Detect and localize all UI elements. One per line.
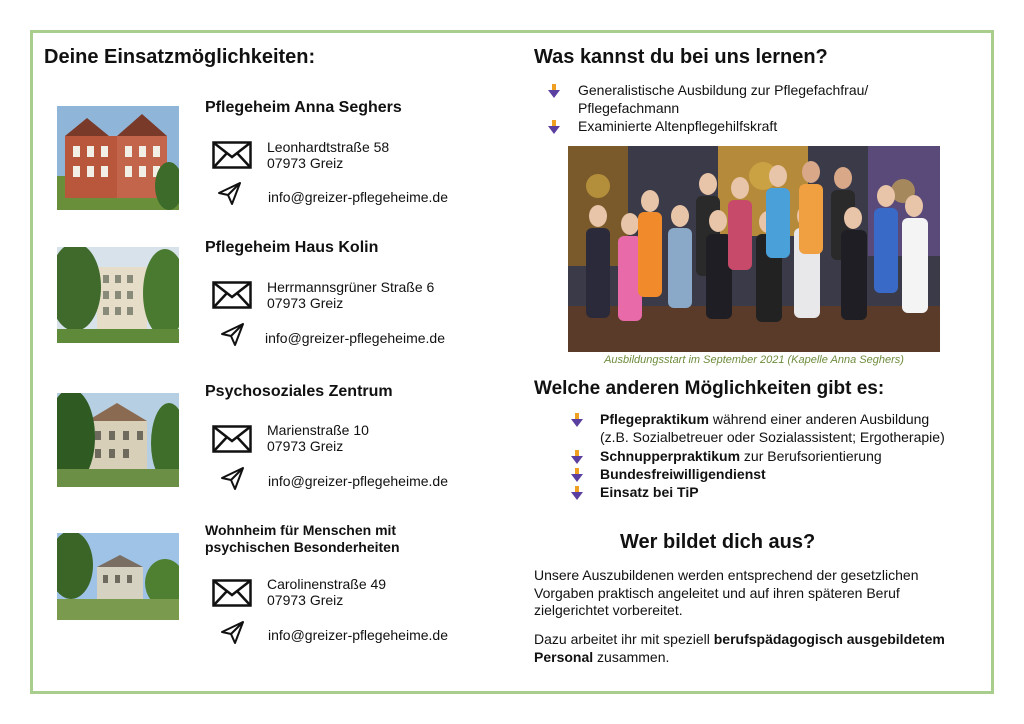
staff-paragraph — [534, 631, 974, 666]
arrow-bullet-icon — [571, 486, 583, 500]
envelope-icon — [212, 425, 252, 453]
venue-photo-psychosoziales-zentrum — [57, 393, 179, 487]
option-item — [600, 465, 766, 483]
option-bold: Pflegepraktikum — [600, 411, 709, 427]
learn-heading: Was kannst du bei uns lernen? — [534, 46, 828, 68]
send-icon — [216, 180, 242, 206]
address-city: 07973 Greiz — [267, 155, 344, 171]
venue-title — [205, 522, 400, 556]
option-item — [600, 410, 945, 446]
send-icon — [219, 619, 245, 645]
envelope-icon — [212, 141, 252, 169]
option-item — [600, 447, 882, 465]
option-line2: (z.B. Sozialbetreuer oder Sozialassistent; Ergotherapie) — [600, 429, 945, 445]
arrow-bullet-icon — [548, 120, 560, 134]
envelope-icon — [212, 281, 252, 309]
option-bold: Schnupperpraktikum — [600, 448, 741, 464]
group-photo — [568, 146, 940, 352]
venue-title: Pflegeheim Anna Seghers — [205, 99, 402, 116]
address-city: 07973 Greiz — [267, 438, 344, 454]
address-street: Carolinenstraße 49 — [267, 576, 387, 592]
arrow-bullet-icon — [571, 468, 583, 482]
arrow-bullet-icon — [571, 413, 583, 427]
venue-title: Pflegeheim Haus Kolin — [205, 239, 379, 256]
paragraph-text: zusammen. — [593, 648, 670, 665]
arrow-bullet-icon — [571, 450, 583, 464]
trainer-paragraph — [534, 567, 974, 620]
venue-photo-wohnheim — [57, 533, 179, 620]
paragraph-line: Vorgaben praktisch angeleitet und auf ihren späteren Beruf — [534, 584, 900, 601]
venue-email[interactable]: info@greizer-pflegeheime.de — [265, 330, 445, 346]
option-bold: Bundesfreiwilligendienst — [600, 466, 766, 482]
trainer-heading: Wer bildet dich aus? — [620, 531, 816, 553]
option-rest: während einer anderen Ausbildung — [708, 411, 930, 427]
venue-photo-anna-seghers — [57, 106, 179, 210]
venue-address — [267, 422, 369, 454]
venue-address — [267, 576, 386, 608]
paragraph-bold: berufspädagogisch ausgebildetem — [713, 631, 945, 647]
photo-caption: Ausbildungsstart im September 2021 (Kapelle Anna Seghers) — [604, 354, 904, 366]
paragraph-line: zielgerichtet vorbereitet. — [534, 602, 683, 618]
venue-title-line1: Wohnheim für Menschen mit — [205, 522, 397, 538]
learn-item: Examinierte Altenpflegehilfskraft — [578, 118, 778, 134]
venue-address — [267, 139, 389, 171]
learn-item — [578, 81, 868, 117]
arrow-bullet-icon — [548, 84, 560, 98]
option-bold: Einsatz bei TiP — [600, 484, 699, 500]
send-icon — [219, 321, 245, 347]
option-item — [600, 483, 699, 501]
venue-email[interactable]: info@greizer-pflegeheime.de — [268, 189, 448, 205]
learn-item-line2: Pflegefachmann — [578, 100, 680, 116]
venue-email[interactable]: info@greizer-pflegeheime.de — [268, 627, 448, 643]
venue-email[interactable]: info@greizer-pflegeheime.de — [268, 473, 448, 489]
option-rest: zur Berufsorientierung — [740, 448, 882, 464]
paragraph-bold: Personal — [534, 648, 594, 665]
address-street: Marienstraße 10 — [267, 422, 369, 438]
venue-title: Psychosoziales Zentrum — [205, 383, 393, 400]
left-heading: Deine Einsatzmöglichkeiten: — [44, 46, 316, 68]
paragraph-text: Dazu arbeitet ihr mit speziell — [534, 631, 714, 647]
address-street: Leonhardtstraße 58 — [267, 139, 390, 155]
paragraph-line: Unsere Auszubildenen werden entsprechend der gesetzlichen — [534, 567, 919, 583]
address-city: 07973 Greiz — [267, 592, 344, 608]
learn-item-line1: Generalistische Ausbildung zur Pflegefachfrau/ — [578, 82, 869, 98]
send-icon — [219, 465, 245, 491]
address-street: Herrmannsgrüner Straße 6 — [267, 279, 435, 295]
venue-address — [267, 279, 434, 311]
venue-photo-haus-kolin — [57, 247, 179, 343]
envelope-icon — [212, 579, 252, 607]
address-city: 07973 Greiz — [267, 295, 344, 311]
options-heading: Welche anderen Möglichkeiten gibt es: — [534, 378, 885, 399]
venue-title-line2: psychischen Besonderheiten — [205, 539, 400, 555]
